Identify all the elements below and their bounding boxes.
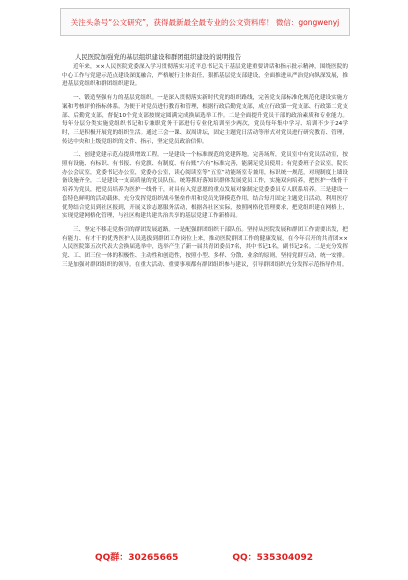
- contact-footer: [0, 550, 408, 563]
- document-title: 人民医院加强党的基层组织建设和群团组织建设的说明报告: [75, 53, 242, 61]
- paragraph-intro: 近年来，××人民医院党委深入学习贯彻落实习近平总书记关于基层党建重要讲话和指示批示精神，围绕医院的中心工作与党建示范点建设深度融合，严格履行主体责任，狠抓基层党支部建设，全面推进从严治党向纵深发展，推进基层党组织和群团组织建设。: [62, 64, 348, 88]
- promo-banner-text: 关注头条号“公文研究”，获得最新最全最专业的公文资料库！ 微信：gongwenyj: [70, 17, 340, 27]
- qq-contact-text: QQ：535304092: [232, 553, 314, 563]
- promo-banner: [60, 8, 350, 36]
- document-body: [62, 52, 348, 274]
- paragraph-section-3: 三、坚定不移走党指引的群团发展道路。一是配强群团组织干部队伍。坚持从医院发展和群团工作需要出发，把有能力、有才干的优秀医护人员选拔到群团工作岗位上来，推动医院群团工作的健康发展，在今年召开的共青团××人民医院第五次代表大会换届选举中，选举产生了新一届共青团委员7名，其中书记1名，副书记2名。二是充分发挥党、工、团三位一体的积极性、主动性和创造性，按照小型、多样、分散、业余的原则，坚持党群互动，统一安排。三是加强对群团组织的领导。在重大活动、重要事项都有群团组织参与建议，引导群团组织充分发挥示范指导作用。: [62, 226, 348, 268]
- paragraph-section-2: 二、创建党建示范点提质增效工程。一是建设一个标准规范的党建阵地。完善场所，党员室中有党员活动室，按照有设施、有标识、有书报、有党旗、有制度、有台账“六有”标准完善，能满足党员使用；有党委班子会议室，院长办公会议室，党委书记办公室，党委办公室，读心阅读室等“五室”功能场室专兼用，标识统一规范，对现制度上墙设备设施齐全，二是建设一支高质量的党员队伍。统筹抓好落知识群体发展党员工作，实施双向培养，把医护一线骨干培养为党员，把党员培养为医护一线骨干，对具有入党意愿的重点发展对象制定党委委员专人联系培养。三是建设一套特色鲜明的活动载体。充分发挥党组织战斗堡垒作用和党员先锋模范作用，结合每月固定主题党日活动，利用医疗优势结合党员到社区报到，开展义诊志愿服务活动，根据各社区实际，按照网格化管理要求，把党组织建在网格上，实现党建网格化管理，与社区构建共建共治共享的基层党建工作新格局。: [62, 152, 348, 220]
- qq-group-text: QQ群：30265665: [94, 553, 179, 563]
- paragraph-section-1: 一、锻造坚强有力的基层党组织。一是深入贯彻落实新时代党的组织路线，完善党支部标准化规范化建设实施方案和考核评价指标体系。为便于对党员进行教育和管理，根据行政后勤党支部，成立行政第一党支部、行政第二党支部、后勤党支部，督促10个党支部按规定圆满完成换届选举工作。二是全面提升党员干部的政治素质和专业能力。每年分层分类实施党组织书记和专兼职党务干部进行专业化培训至少两次，党员每年集中学习、培训不少于24学时，三是积极开展党的组织生活。通过三会一课、双周讲坛，固定主题党日活动等形式对党员进行研究教育、管理，传达中央和上级党组织的文件、指示，坚定党员政治信仰。: [62, 95, 348, 145]
